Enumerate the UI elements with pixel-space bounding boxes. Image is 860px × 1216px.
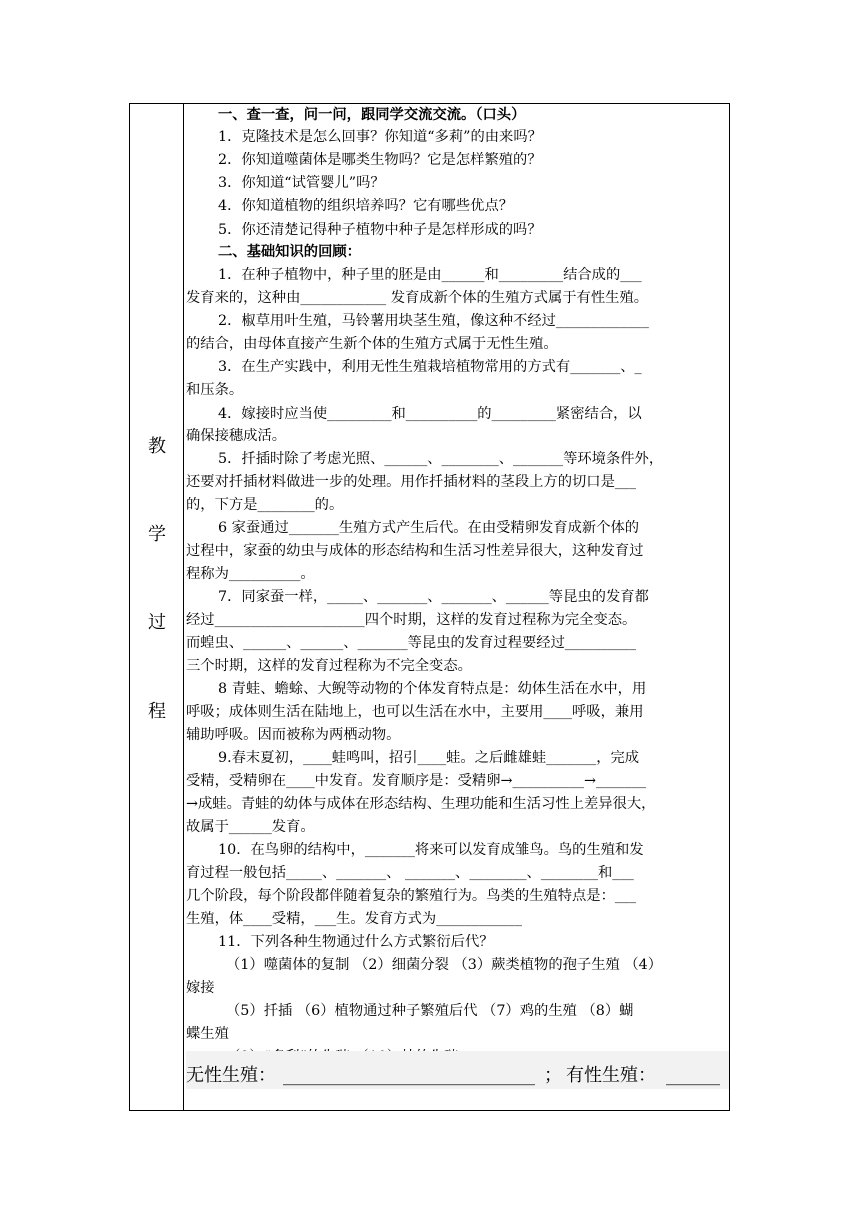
text-line: 4．嫁接时应当使_________和__________的_________紧密结合，以 xyxy=(218,406,642,422)
text-line: （1）噬菌体的复制 （2）细菌分裂 （3）蕨类植物的孢子生殖 （4） xyxy=(226,957,663,973)
text-line: 1．克隆技术是怎么回事？你知道“多莉”的由来吗？ xyxy=(218,129,542,145)
section-heading: 二、基础知识的回顾： xyxy=(218,244,361,260)
text-line: 3．在生产实践中，利用无性生殖栽培植物常用的方式有_______、_ xyxy=(218,359,642,375)
text-line: 9.春末夏初，____蛙鸣叫，招引____蛙。之后雌雄蛙_______，完成 xyxy=(218,750,640,766)
text-line: 3．你知道“试管婴儿”吗？ xyxy=(218,175,385,191)
side-char: 教 xyxy=(148,436,166,457)
text-line: 11．下列各种生物通过什么方式繁衍后代？ xyxy=(218,934,494,950)
text-line: 几个阶段，每个阶段都伴随着复杂的繁殖行为。鸟类的生殖特点是：___ xyxy=(186,888,637,904)
text-line: （5）扦插 （6）植物通过种子繁殖后代 （7）鸡的生殖 （8）蝴 xyxy=(226,1003,634,1019)
side-char: 程 xyxy=(148,701,166,722)
text-line: 5．你还清楚记得种子植物中种子是怎样形成的吗？ xyxy=(218,222,542,238)
text-line: 而蝗虫、______、______、_______等昆虫的发育过程要经过__________ xyxy=(186,635,637,651)
text-line: 2．你知道噬菌体是哪类生物吗？它是怎样繁殖的？ xyxy=(218,152,542,168)
text-line: 8 青蛙、蟾蜍、大鲵等动物的个体发育特点是：幼体生活在水中，用 xyxy=(218,681,647,697)
text-line: 生殖，体____受精，___生。发育方式为____________ xyxy=(186,911,522,927)
text-line: 程称为__________。 xyxy=(186,566,315,582)
text-line: 6 家蚕通过_______生殖方式产生后代。在由受精卵发育成新个体的 xyxy=(218,520,640,536)
sexual-answer-blank[interactable]: ______ xyxy=(666,1065,720,1086)
side-char: 过 xyxy=(148,612,166,633)
section-heading: 一、查一查，问一问，跟同学交流交流。（口头） xyxy=(218,107,526,123)
text-line: 故属于______发育。 xyxy=(186,819,315,835)
text-line: 10．在鸟卵的结构中，_______将来可以发育成雏鸟。鸟的生殖和发 xyxy=(218,842,644,858)
text-line: 三个时期，这样的发育过程称为不完全变态。 xyxy=(186,658,472,674)
text-line: →成蛙。青蛙的幼体与成体在形态结构、生理功能和生活习性上差异很大， xyxy=(186,796,656,812)
asexual-label: 无性生殖： xyxy=(186,1065,276,1086)
text-line: 经过_____________________四个时期，这样的发育过程称为完全变态。 xyxy=(186,612,637,628)
text-line: 发育来的，这种由____________ 发育成新个体的生殖方式属于有性生殖。 xyxy=(186,290,649,306)
text-line: 4．你知道植物的组织培养吗？它有哪些优点？ xyxy=(218,198,514,214)
text-line: 辅助呼吸。因而被称为两栖动物。 xyxy=(186,727,401,743)
text-line: 的结合，由母体直接产生新个体的生殖方式属于无性生殖。 xyxy=(186,336,558,352)
text-line: 5．扦插时除了考虑光照、______、________、_______等环境条件外， xyxy=(218,451,664,467)
text-line: 2．椒草用叶生殖，马铃薯用块茎生殖，像这种不经过_____________ xyxy=(218,313,649,329)
text-line: 过程中，家蚕的幼虫与成体的形态结构和生活习性差异很大，这种发育过 xyxy=(186,543,644,559)
text-line: 7．同家蚕一样，_____、_______、_______、______等昆虫的发育都 xyxy=(218,589,649,605)
text-line: 育过程一般包括_____、_______、 _______、________、________和___ xyxy=(186,865,634,881)
text-line: 还要对扦插材料做进一步的处理。用作扦插材料的茎段上方的切口是___ xyxy=(186,474,637,490)
text-line: 和压条。 xyxy=(186,382,244,398)
side-char: 学 xyxy=(148,524,166,545)
text-line: 受精，受精卵在____中发育。发育顺序是：受精卵→__________→_______ xyxy=(186,773,647,789)
sexual-label: 有性生殖： xyxy=(566,1065,656,1086)
text-line: 蝶生殖 xyxy=(186,1026,229,1042)
text-line: 确保接穗成活。 xyxy=(186,428,287,444)
asexual-answer-blank[interactable]: ____________________________ xyxy=(283,1065,535,1086)
column-divider xyxy=(183,103,184,1111)
answer-separator: ； xyxy=(544,1065,562,1086)
text-line: 1．在种子植物中，种子里的胚是由______和_________结合成的___ xyxy=(218,267,642,283)
text-line: 的，下方是________的。 xyxy=(186,497,344,513)
text-line: 嫁接 xyxy=(186,980,215,996)
text-line: 呼吸；成体则生活在陆地上，也可以生活在水中，主要用____呼吸，兼用 xyxy=(186,704,644,720)
